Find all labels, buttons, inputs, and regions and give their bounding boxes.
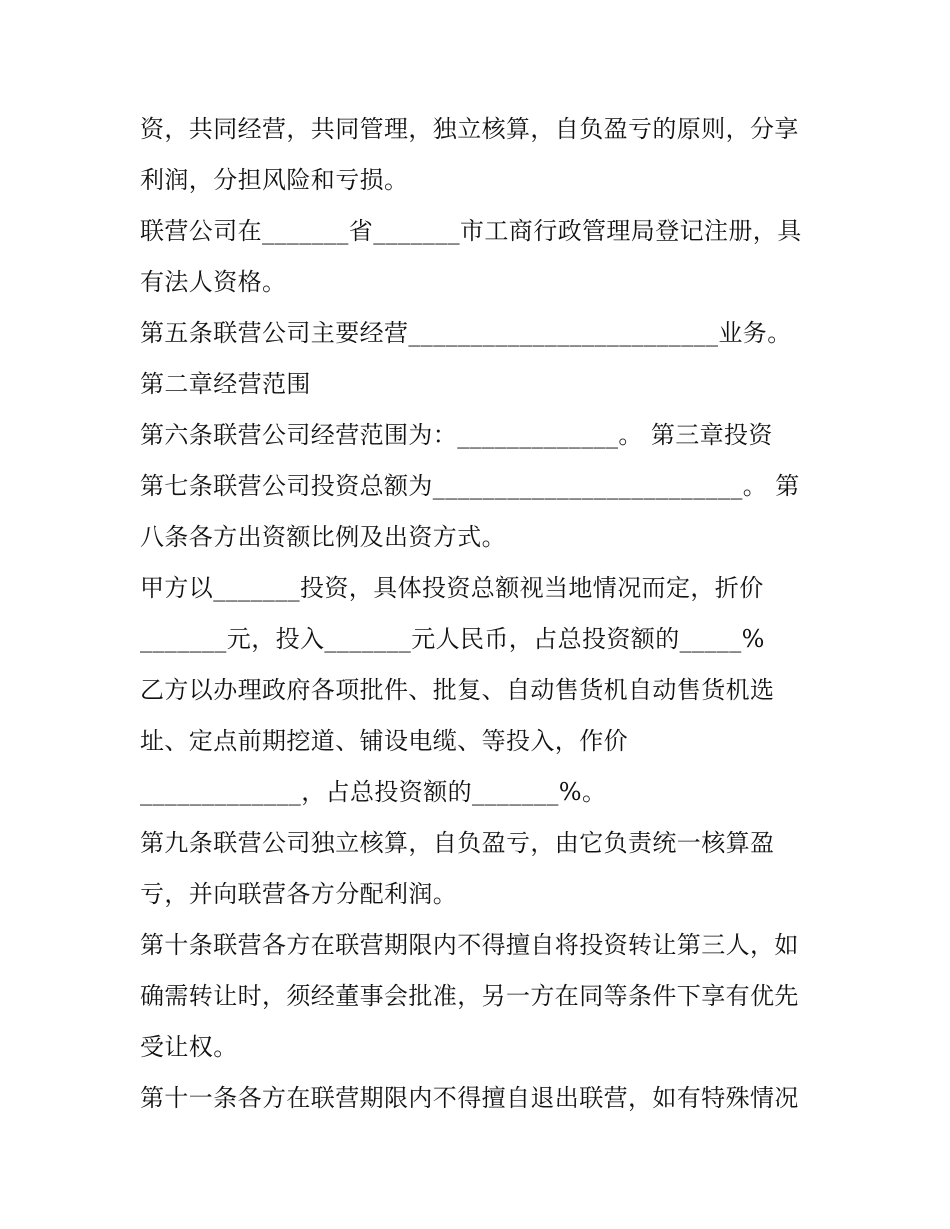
- paragraph-line: 联营公司在_______省_______市工商行政管理局登记注册，具: [140, 217, 802, 245]
- paragraph-line: 受让权。: [140, 1033, 238, 1061]
- chapter-heading: 第二章经营范围: [140, 370, 311, 398]
- paragraph-line: 甲方以_______投资，具体投资总额视当地情况而定，折价: [140, 574, 764, 602]
- paragraph-line: 亏，并向联营各方分配利润。: [140, 880, 458, 908]
- paragraph-line: 利润，分担风险和亏损。: [140, 166, 409, 194]
- paragraph-line: 第七条联营公司投资总额为_________________________。 第: [140, 472, 800, 500]
- paragraph-line: 第九条联营公司独立核算，自负盈亏，由它负责统一核算盈: [140, 829, 775, 857]
- paragraph-line: 确需转让时，须经董事会批准，另一方在同等条件下享有优先: [140, 982, 799, 1010]
- paragraph-line: 资，共同经营，共同管理，独立核算，自负盈亏的原则，分享: [140, 115, 799, 143]
- paragraph-line: 第五条联营公司主要经营_________________________业务。: [140, 319, 792, 347]
- paragraph-line: 址、定点前期挖道、铺设电缆、等投入，作价: [140, 727, 628, 755]
- paragraph-line: 第六条联营公司经营范围为：_____________。 第三章投资: [140, 421, 773, 449]
- paragraph-line: 乙方以办理政府各项批件、批复、自动售货机自动售货机选: [140, 676, 775, 704]
- paragraph-line: 第十条联营各方在联营期限内不得擅自将投资转让第三人，如: [140, 931, 799, 959]
- paragraph-line: _____________，占总投资额的_______%。: [140, 778, 607, 806]
- paragraph-line: 有法人资格。: [140, 268, 287, 296]
- paragraph-line: _______元，投入_______元人民币，占总投资额的_____%: [140, 625, 765, 653]
- paragraph-line: 第十一条各方在联营期限内不得擅自退出联营，如有特殊情况: [140, 1084, 799, 1112]
- paragraph-line: 八条各方出资额比例及出资方式。: [140, 523, 506, 551]
